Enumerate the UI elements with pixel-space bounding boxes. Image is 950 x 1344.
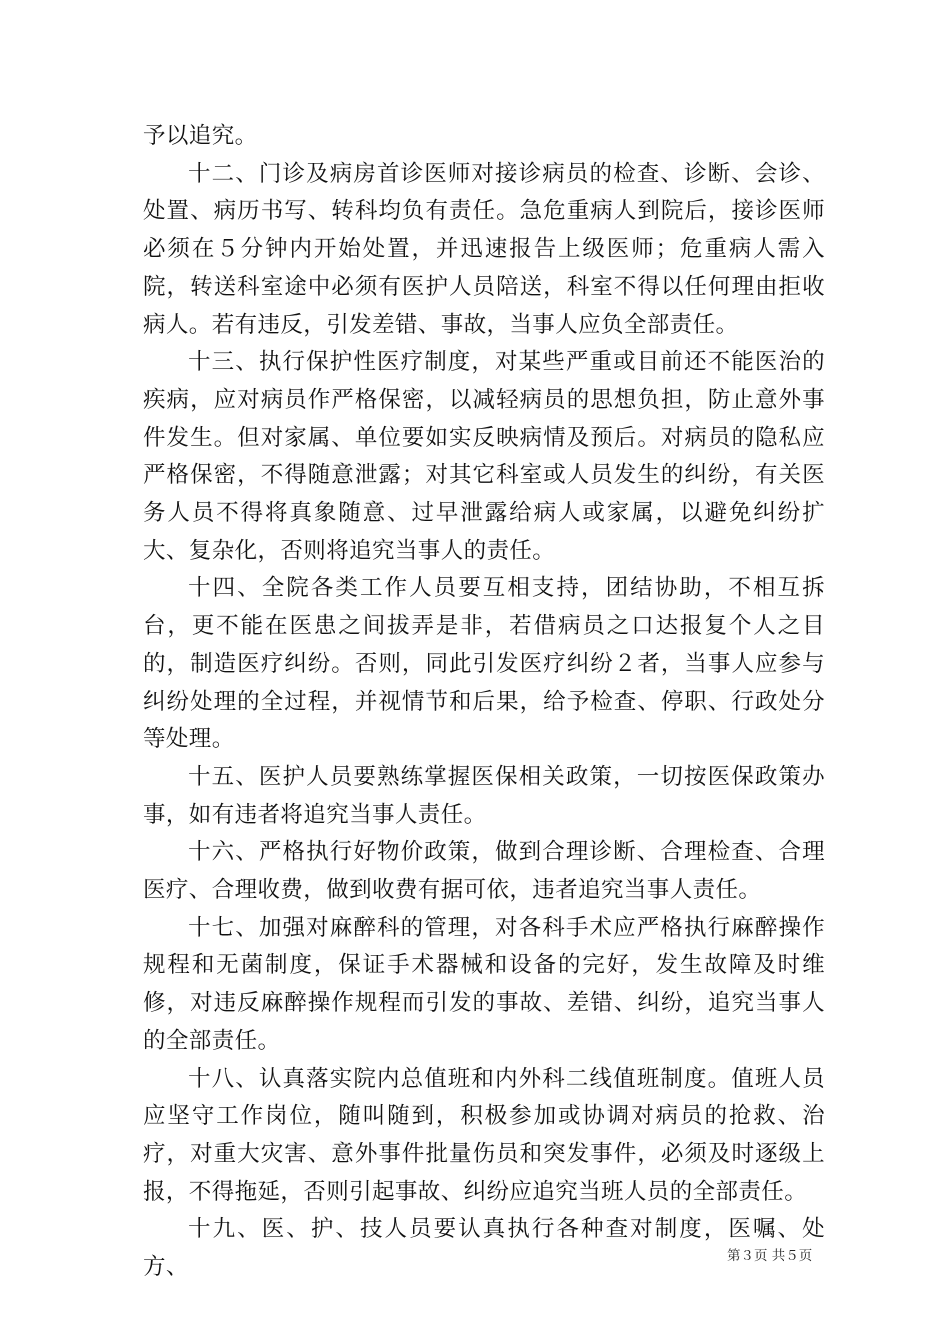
paragraph-item-16: 十六、严格执行好物价政策，做到合理诊断、合理检查、合理医疗、合理收费，做到收费有据可依，违者追究当事人责任。	[143, 839, 825, 904]
paragraph-item-15: 十五、医护人员要熟练掌握医保相关政策，一切按医保政策办事，如有违者将追究当事人责任。	[143, 763, 825, 828]
paragraph-item-17: 十七、加强对麻醉科的管理，对各科手术应严格执行麻醉操作规程和无菌制度，保证手术器械和设备的完好，发生故障及时维修，对违反麻醉操作规程而引发的事故、差错、纠纷，追究当事人的全部责任。	[143, 914, 825, 1054]
paragraph-continuation: 予以追究。	[143, 123, 258, 149]
paragraph-item-12: 十二、门诊及病房首诊医师对接诊病员的检查、诊断、会诊、处置、病历书写、转科均负有责任。急危重病人到院后，接诊医师必须在５分钟内开始处置，并迅速报告上级医师；危重病人需入院，转送科室途中必须有医护人员陪送，科室不得以任何理由拒收病人。若有违反，引发差错、事故，当事人应负全部责任。	[143, 160, 825, 338]
paragraph-item-14: 十四、全院各类工作人员要互相支持，团结协助，不相互拆台，更不能在医患之间拔弄是非，若借病员之口达报复个人之目的，制造医疗纠纷。否则，同此引发医疗纠纷２者，当事人应参与纠纷处理的全过程，并视情节和后果，给予检查、停职、行政处分等处理。	[143, 575, 825, 753]
paragraph-item-18: 十八、认真落实院内总值班和内外科二线值班制度。值班人员应坚守工作岗位，随叫随到，积极参加或协调对病员的抢救、治疗，对重大灾害、意外事件批量伤员和突发事件，必须及时逐级上报，不得拖延，否则引起事故、纠纷应追究当班人员的全部责任。	[143, 1065, 825, 1205]
paragraph-item-13: 十三、执行保护性医疗制度，对某些严重或目前还不能医治的疾病，应对病员作严格保密，以减轻病员的思想负担，防止意外事件发生。但对家属、单位要如实反映病情及预后。对病员的隐私应严格保密，不得随意泄露；对其它科室或人员发生的纠纷，有关医务人员不得将真象随意、过早泄露给病人或家属，以避免纠纷扩大、复杂化，否则将追究当事人的责任。	[143, 349, 825, 564]
document-body	[143, 118, 825, 1287]
page-number-footer: 第３页 共５页	[727, 1248, 813, 1264]
paragraph-item-19: 十九、医、护、技人员要认真执行各种查对制度，医嘱、处方、	[143, 1216, 825, 1281]
